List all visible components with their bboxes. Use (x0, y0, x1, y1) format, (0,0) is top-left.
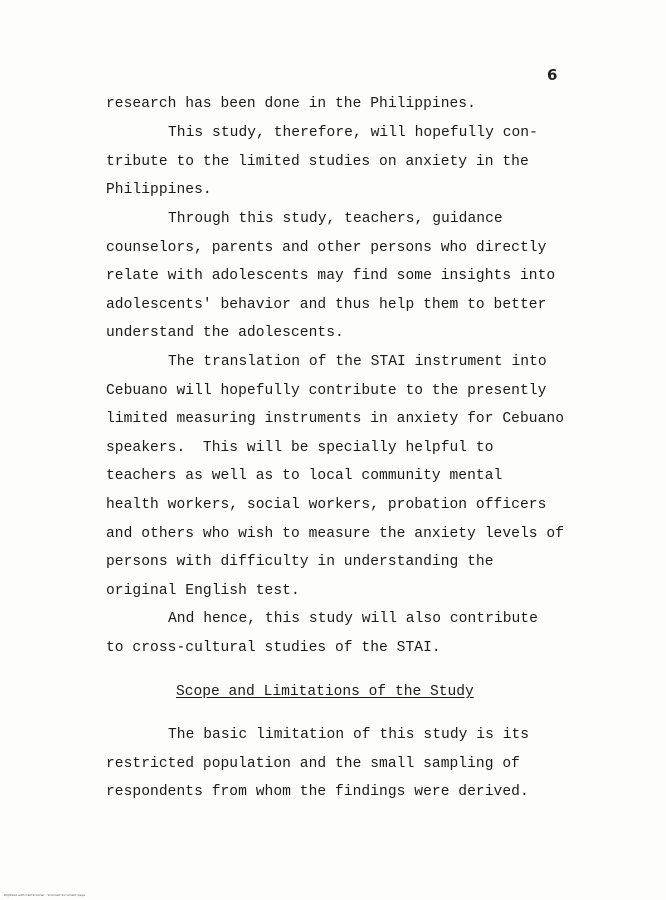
scanner-footer-mark: Digitized with CamScanner · Scanned document page (4, 893, 85, 897)
section-line: respondents from whom the findings were derived. (106, 784, 529, 800)
body-line: health workers, social workers, probation officers (106, 497, 547, 513)
section-heading: Scope and Limitations of the Study (176, 684, 474, 700)
body-line: counselors, parents and other persons who directly (106, 240, 547, 256)
body-line: understand the adolescents. (106, 325, 344, 341)
body-line: research has been done in the Philippines. (106, 96, 476, 112)
body-line: tribute to the limited studies on anxiety in the (106, 154, 529, 170)
section-line: restricted population and the small sampling of (106, 756, 520, 772)
body-line: speakers. This will be specially helpful to (106, 440, 494, 456)
body-line: Philippines. (106, 182, 212, 198)
body-line: persons with difficulty in understanding the (106, 554, 494, 570)
body-line: relate with adolescents may find some insights into (106, 268, 556, 284)
body-line: and others who wish to measure the anxiety levels of (106, 526, 564, 542)
body-line: The translation of the STAI instrument into (168, 354, 547, 370)
body-line: original English test. (106, 583, 300, 599)
body-line: adolescents' behavior and thus help them to better (106, 297, 547, 313)
page-number: 6 (547, 66, 558, 84)
body-line: limited measuring instruments in anxiety for Cebuano (106, 411, 564, 427)
body-line: This study, therefore, will hopefully con- (168, 125, 538, 141)
body-line: teachers as well as to local community mental (106, 468, 503, 484)
section-line: The basic limitation of this study is its (168, 727, 530, 743)
body-line: And hence, this study will also contribute (168, 611, 538, 627)
body-line: Through this study, teachers, guidance (168, 211, 503, 227)
body-line: Cebuano will hopefully contribute to the presently (106, 383, 547, 399)
body-line: to cross-cultural studies of the STAI. (106, 640, 441, 656)
